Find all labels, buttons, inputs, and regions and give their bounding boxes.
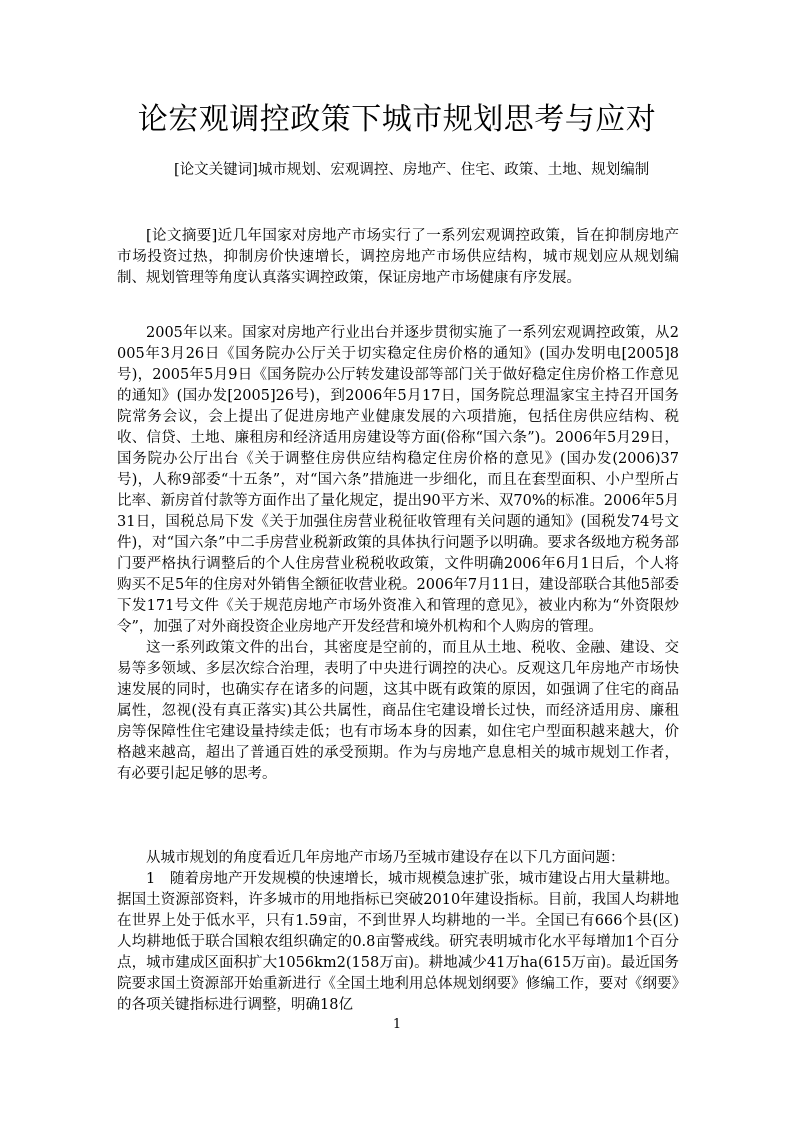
body-paragraph: 这一系列政策文件的出台，其密度是空前的，而且从土地、税收、金融、建设、交易等多领域、多层次综合治理，表明了中央进行调控的决心。反观这几年房地产市场快速发展的同时，也确实存在诸多的问题，这其中既有政策的原因，如强调了住宅的商品属性，忽视(没有真正落实)其公共属性，商品住宅建设增长过快，而经济适用房、廉租房等保障性住宅建设量持续走低；也有市场本身的因素，如住宅户型面积越来越大，价格越来越高，超出了普通百姓的承受预期。作为与房地产息息相关的城市规划工作者，有必要引起足够的思考。	[117, 640, 679, 782]
body-paragraph: 1 随着房地产开发规模的快速增长，城市规模急速扩张，城市建设占用大量耕地。据国土资源部资料，许多城市的用地指标已突破2010年建设指标。目前，我国人均耕地在世界上处于低水平，只有1.59亩，不到世界人均耕地的一半。全国已有666个县(区)人均耕地低于联合国粮农组织确定的0.8亩警戒线。研究表明城市化水平每增加1个百分点，城市建成区面积扩大1056km2(158万亩)。耕地减少41万ha(615万亩)。最近国务院要求国土资源部开始重新进行《全国土地利用总体规划纲要》修编工作，要对《纲要》的各项关键指标进行调整，明确18亿	[117, 871, 679, 1013]
page-number: 1	[392, 1017, 402, 1032]
keywords-paragraph: [论文关键词]城市规划、宏观调控、房地产、住宅、政策、土地、规划编制	[174, 162, 650, 178]
body-paragraph: 2005年以来。国家对房地产行业出台并逐步贯彻实施了一系列宏观调控政策，从2005年3月26日《国务院办公厅关于切实稳定住房价格的通知》(国办发明电[2005]8号)，2005年5月9日《国务院办公厅转发建设部等部门关于做好稳定住房价格工作意见的通知》(国办发[2005]26号)，到2006年5月17日，国务院总理温家宝主持召开国务院常务会议，会上提出了促进房地产业健康发展的六项措施，包括住房供应结构、税收、信贷、土地、廉租房和经济适用房建设等方面(俗称“国六条”)。2006年5月29日，国务院办公厅出台《关于调整住房供应结构稳定住房价格的意见》(国办发(2006)37号)，人称9部委“十五条”，对“国六条”措施进一步细化，而且在套型面积、小户型所占比率、新房首付款等方面作出了量化规定，提出90平方米、双70%的标准。2006年5月31日，国税总局下发《关于加强住房营业税征收管理有关问题的通知》(国税发74号文件)，对“国六条”中二手房营业税新政策的具体执行问题予以明确。要求各级地方税务部门要严格执行调整后的个人住房营业税税收政策，文件明确2006年6月1日后，个人将购买不足5年的住房对外销售全额征收营业税。2006年7月11日，建设部联合其他5部委下发171号文件《关于规范房地产市场外资准入和管理的意见》，被业内称为“外资限炒令”，加强了对外商投资企业房地产开发经营和境外机构和个人购房的管理。	[117, 325, 679, 635]
section-1-body	[117, 323, 679, 785]
section-2-body	[117, 848, 679, 1016]
abstract-paragraph: [论文摘要]近几年国家对房地产市场实行了一系列宏观调控政策，旨在抑制房地产市场投资过热，抑制房价快速增长，调控房地产市场供应结构，城市规划应从规划编制、规划管理等角度认真落实调控政策，保证房地产市场健康有序发展。	[117, 228, 679, 286]
body-paragraph: 从城市规划的角度看近几年房地产市场乃至城市建设存在以下几方面问题：	[146, 850, 625, 866]
document-title: 论宏观调控政策下城市规划思考与应对	[137, 102, 657, 137]
